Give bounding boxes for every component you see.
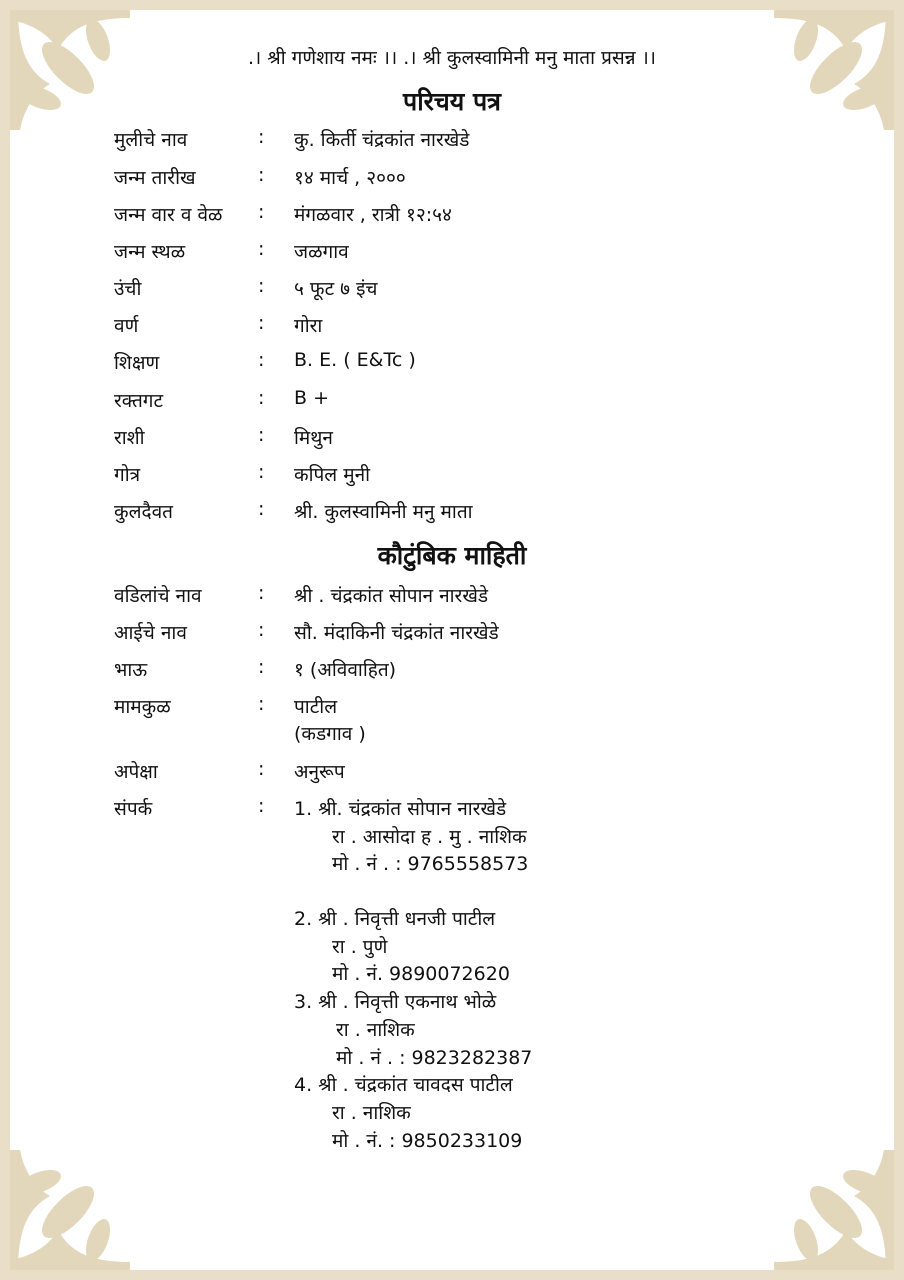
- row-label: वर्ण: [114, 315, 139, 337]
- row-label: उंची: [114, 278, 142, 300]
- row-value: श्री . चंद्रकांत सोपान नारखेडे: [294, 585, 489, 607]
- row-colon: :: [258, 275, 265, 297]
- row-colon: :: [258, 619, 265, 641]
- row-value: १४ मार्च , २०००: [294, 167, 406, 189]
- row-label: शिक्षण: [114, 352, 160, 374]
- row-value: अनुरूप: [294, 761, 345, 783]
- row-value-line-2: (कडगाव ): [294, 723, 366, 745]
- row-value: जळगाव: [294, 241, 349, 263]
- row-label: जन्म वार व वेळ: [114, 204, 223, 226]
- row-colon: :: [258, 126, 265, 148]
- row-label: मामकुळ: [114, 696, 171, 718]
- row-value: B +: [294, 387, 329, 409]
- contact-phone: मो . नं. : 9850233109: [332, 1130, 523, 1152]
- row-label: वडिलांचे नाव: [114, 585, 202, 607]
- invocation-line: .। श्री गणेशाय नमः ।। .। श्री कुलस्वामिनी मनु माता प्रसन्न ।।: [247, 47, 657, 69]
- row-colon: :: [258, 164, 265, 186]
- row-label: आईचे नाव: [114, 622, 187, 644]
- row-colon: :: [258, 201, 265, 223]
- contact-name: 3. श्री . निवृत्ती एकनाथ भोळे: [294, 991, 497, 1013]
- row-value: पाटील: [294, 696, 338, 718]
- row-label: जन्म स्थळ: [114, 241, 186, 263]
- row-colon: :: [258, 387, 265, 409]
- contact-phone: मो . नं . : 9765558573: [332, 853, 529, 875]
- row-label: मुलीचे नाव: [114, 129, 188, 151]
- row-value: १ (अविवाहित): [294, 659, 397, 681]
- contact-phone: मो . नं. 9890072620: [332, 963, 510, 985]
- row-colon: :: [258, 758, 265, 780]
- row-label: जन्म तारीख: [114, 167, 196, 189]
- contact-place: रा . आसोदा ह . मु . नाशिक: [332, 826, 527, 848]
- row-label: राशी: [114, 427, 145, 449]
- contact-place: रा . नाशिक: [332, 1102, 411, 1124]
- row-label: भाऊ: [114, 659, 148, 681]
- row-label: कुलदैवत: [114, 501, 173, 523]
- biodata-page: [10, 10, 894, 1270]
- row-colon: :: [258, 461, 265, 483]
- row-value: सौ. मंदाकिनी चंद्रकांत नारखेडे: [294, 622, 499, 644]
- family-section-title: कौटुंबिक माहिती: [377, 541, 527, 570]
- row-colon: :: [258, 656, 265, 678]
- contact-phone: मो . नं . : 9823282387: [336, 1047, 533, 1069]
- contact-label: संपर्क: [114, 798, 153, 820]
- contact-place: रा . नाशिक: [336, 1019, 415, 1041]
- row-label: अपेक्षा: [114, 761, 158, 783]
- row-colon: :: [258, 349, 265, 371]
- contact-name: 2. श्री . निवृत्ती धनजी पाटील: [294, 908, 496, 930]
- page-title: परिचय पत्र: [403, 87, 501, 116]
- corner-ornament-bottom-right: [774, 1150, 894, 1270]
- row-colon: :: [258, 238, 265, 260]
- row-colon: :: [258, 582, 265, 604]
- row-colon: :: [258, 693, 265, 715]
- row-label: गोत्र: [114, 464, 141, 486]
- row-value: ५ फूट ७ इंच: [294, 278, 378, 300]
- row-value: श्री. कुलस्वामिनी मनु माता: [294, 501, 473, 523]
- row-label: रक्तगट: [114, 390, 164, 412]
- row-value: गोरा: [294, 315, 323, 337]
- row-value: मंगळवार , रात्री १२:५४: [294, 204, 452, 226]
- row-colon: :: [258, 795, 265, 817]
- contact-name: 1. श्री. चंद्रकांत सोपान नारखेडे: [294, 798, 507, 820]
- row-colon: :: [258, 312, 265, 334]
- row-value: कु. किर्ती चंद्रकांत नारखेडे: [294, 129, 470, 151]
- row-colon: :: [258, 498, 265, 520]
- row-colon: :: [258, 424, 265, 446]
- contact-name: 4. श्री . चंद्रकांत चावदस पाटील: [294, 1074, 513, 1096]
- row-value: कपिल मुनी: [294, 464, 371, 486]
- row-value: B. E. ( E&Tc ): [294, 349, 416, 371]
- row-value: मिथुन: [294, 427, 333, 449]
- corner-ornament-bottom-left: [10, 1150, 130, 1270]
- contact-place: रा . पुणे: [332, 936, 388, 958]
